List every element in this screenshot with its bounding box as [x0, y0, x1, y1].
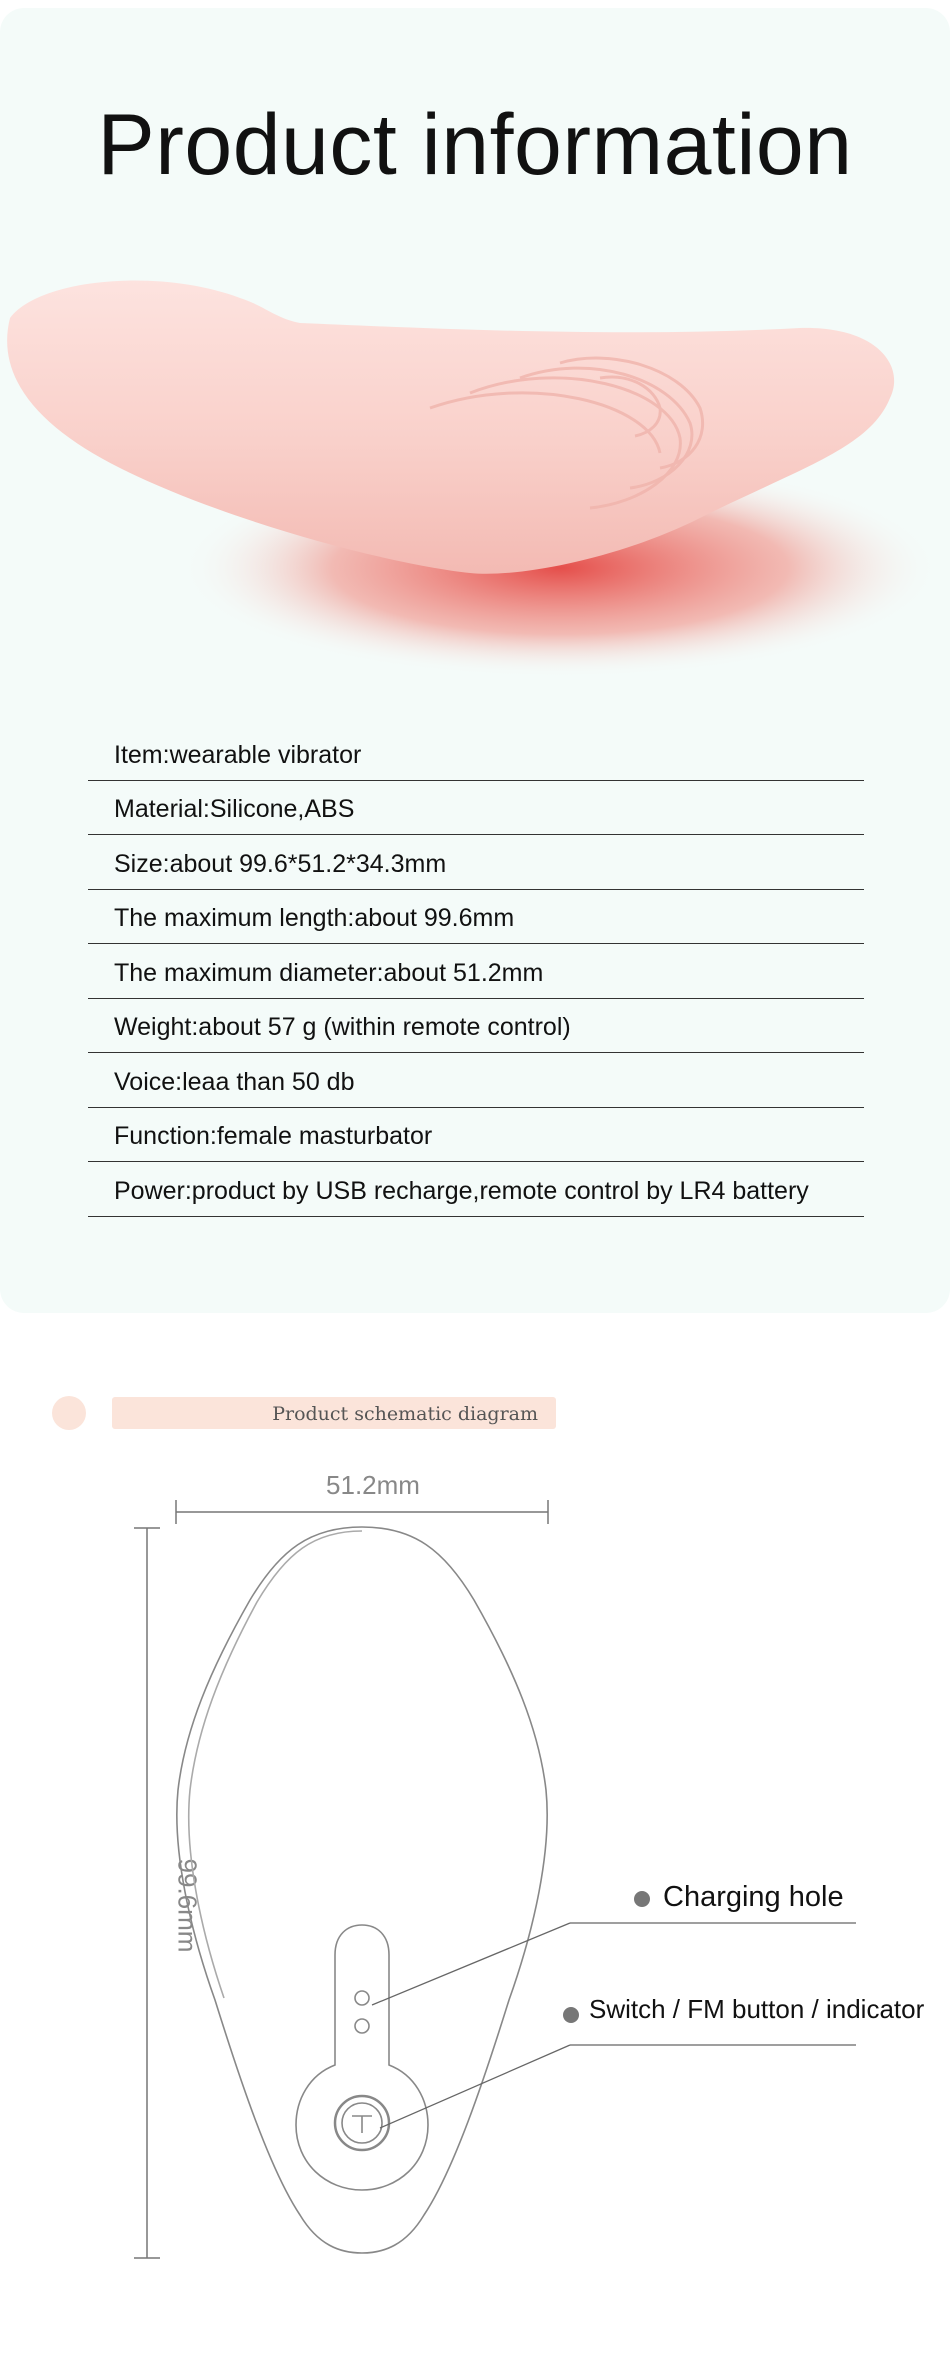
spec-row-weight: Weight:about 57 g (within remote control) — [88, 999, 864, 1054]
spec-table — [88, 726, 864, 1217]
spec-row-length: The maximum length:about 99.6mm — [88, 890, 864, 945]
height-dimension-label: 99.6mm — [172, 1858, 203, 1953]
charging-bullet-icon — [634, 1891, 650, 1907]
switch-button-label: Switch / FM button / indicator — [589, 1994, 925, 2024]
charging-hole-label: Charging hole — [663, 1881, 844, 1913]
spec-row-material: Material:Silicone,ABS — [88, 781, 864, 836]
schematic-header — [52, 1395, 562, 1431]
spec-row-size: Size:about 99.6*51.2*34.3mm — [88, 835, 864, 890]
product-info-panel — [0, 8, 950, 1313]
header-dot-icon — [52, 1396, 86, 1430]
spec-row-item: Item:wearable vibrator — [88, 726, 864, 781]
switch-bullet-icon — [563, 2007, 579, 2023]
spec-row-voice: Voice:leaa than 50 db — [88, 1053, 864, 1108]
product-image — [0, 278, 950, 708]
header-bar: Product schematic diagram — [112, 1397, 556, 1429]
spec-row-diameter: The maximum diameter:about 51.2mm — [88, 944, 864, 999]
width-dimension-label: 51.2mm — [326, 1470, 420, 1500]
page-title: Product information — [97, 97, 853, 193]
spec-row-function: Function:female masturbator — [88, 1108, 864, 1163]
spec-row-power: Power:product by USB recharge,remote control by LR4 battery — [88, 1162, 864, 1217]
